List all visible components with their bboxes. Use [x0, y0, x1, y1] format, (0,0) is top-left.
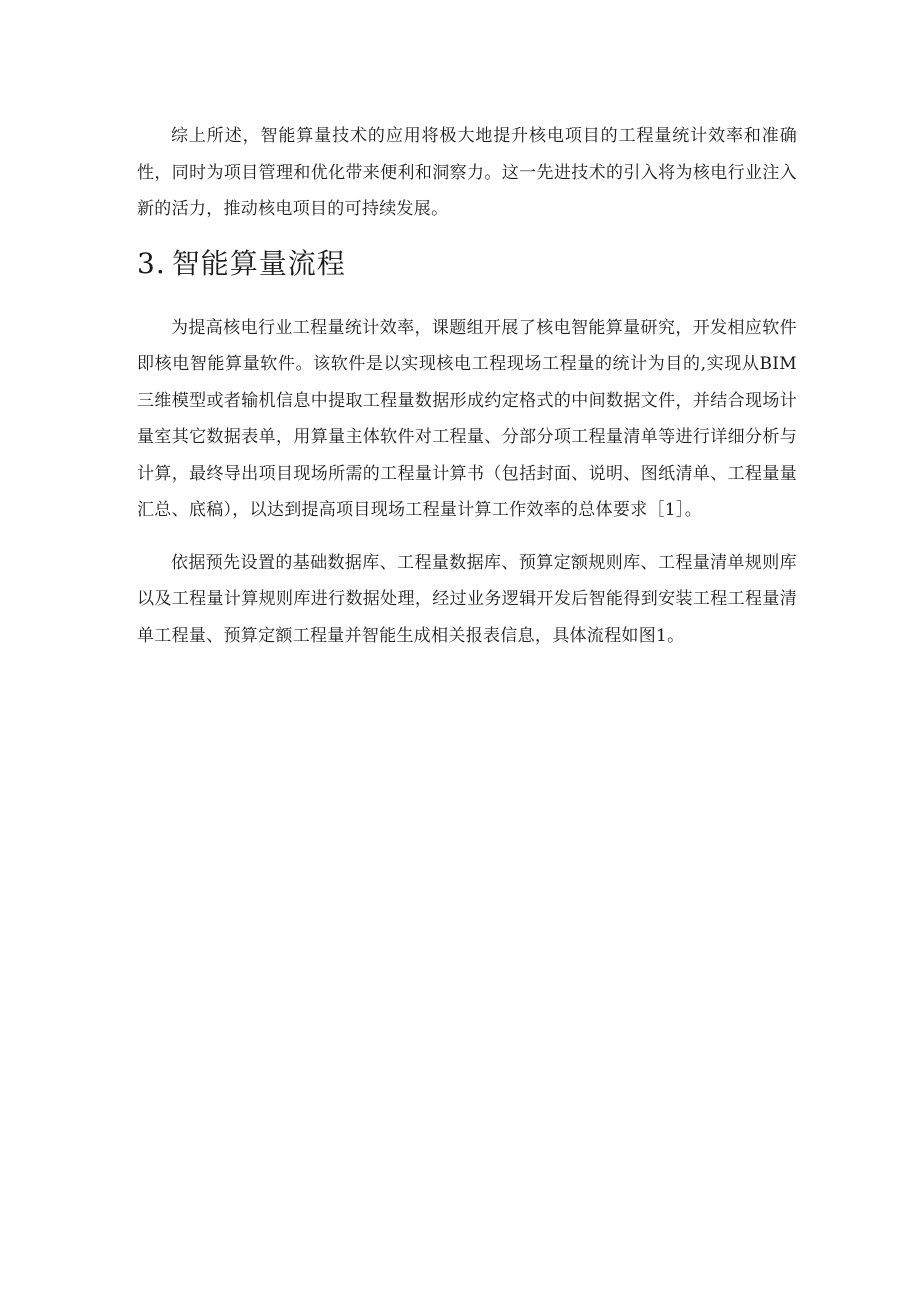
- document-body: [137, 118, 797, 654]
- summary-paragraph: 综上所述，智能算量技术的应用将极大地提升核电项目的工程量统计效率和准确性，同时为项目管理和优化带来便利和洞察力。这一先进技术的引入将为核电行业注入新的活力，推动核电项目的可持续发展。: [137, 126, 797, 219]
- section-heading: [137, 236, 797, 292]
- section-title: 智能算量流程: [171, 246, 346, 280]
- section-number: 3.: [137, 246, 166, 280]
- process-intro-paragraph: 为提高核电行业工程量统计效率，课题组开展了核电智能算量研究，开发相应软件即核电智能算量软件。该软件是以实现核电工程现场工程量的统计为目的,实现从BIM三维模型或者输机信息中提取工程量数据形成约定格式的中间数据文件，并结合现场计量室其它数据表单，用算量主体软件对工程量、分部分项工程量清单等进行详细分析与计算，最终导出项目现场所需的工程量计算书（包括封面、说明、图纸清单、工程量量汇总、底稿），以达到提高项目现场工程量计算工作效率的总体要求［1］。: [137, 317, 797, 520]
- process-description-paragraph: 依据预先设置的基础数据库、工程量数据库、预算定额规则库、工程量清单规则库以及工程量计算规则库进行数据处理，经过业务逻辑开发后智能得到安装工程工程量清单工程量、预算定额工程量并智能生成相关报表信息，具体流程如图1。: [137, 552, 797, 646]
